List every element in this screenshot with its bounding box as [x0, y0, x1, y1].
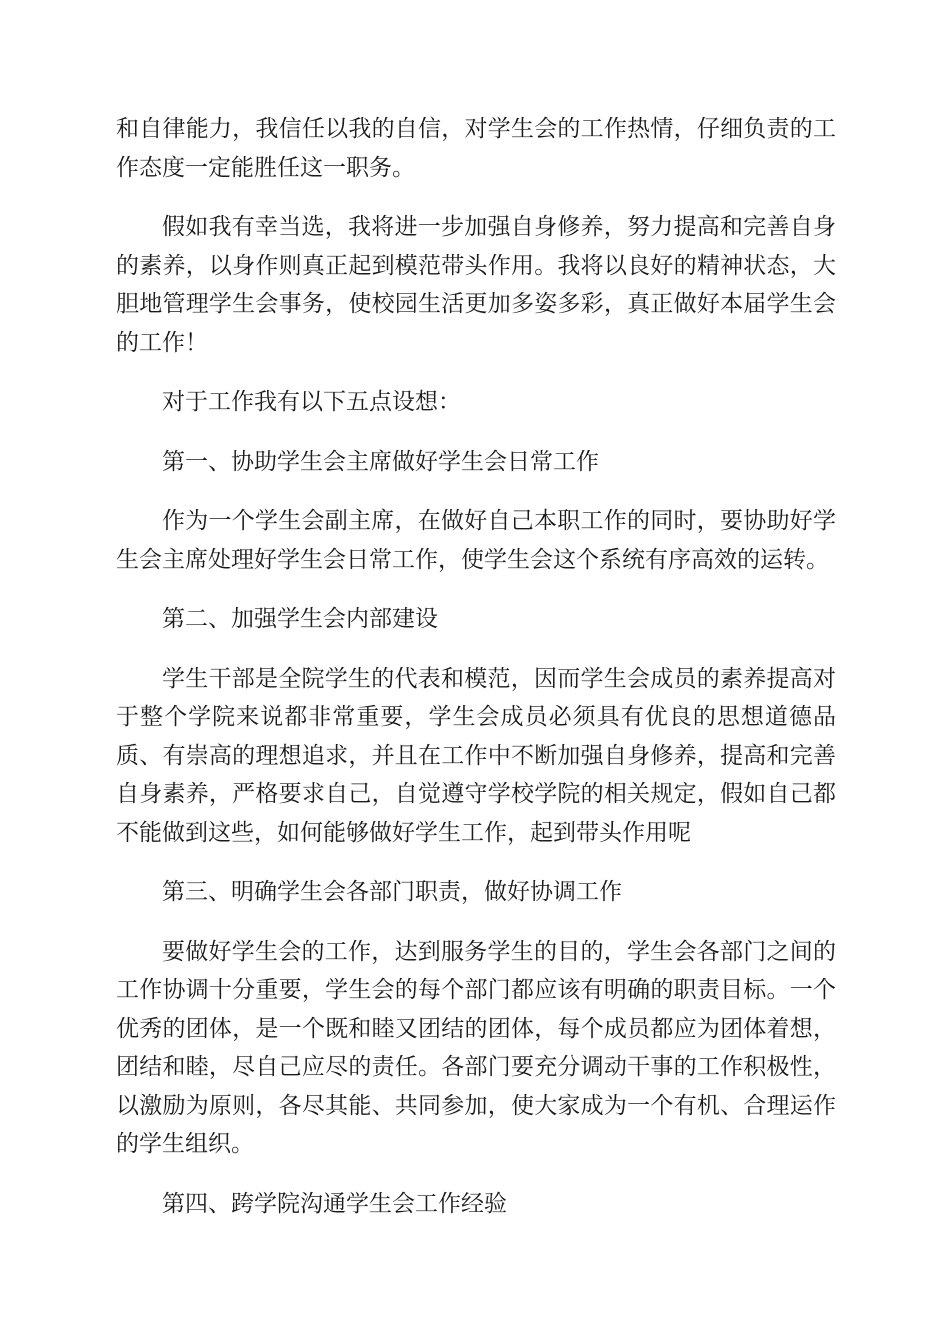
heading-point-four: 第四、跨学院沟通学生会工作经验 — [162, 1190, 507, 1217]
paragraph-plan-intro: 对于工作我有以下五点设想： — [162, 389, 461, 415]
heading-point-three: 第三、明确学生会各部门职责，做好协调工作 — [162, 879, 622, 905]
paragraph-point-two: 学生干部是全院学生的代表和模范，因而学生会成员的素养提高对于整个学院来说都非常重要，学生会成员必须具有优良的思想道德品质、有崇高的理想追求，并且在工作中不断加强自身修养，提高和完善自身素养，严格要求自己，自觉遵守学校学院的相关规定，假如自己都不能做到这些，如何能够做好学生工作，起到带头作用呢 — [116, 665, 836, 846]
paragraph-continuation: 和自律能力，我信任以我的自信，对学生会的工作热情，仔细负责的工作态度一定能胜任这一职务。 — [116, 116, 836, 181]
paragraph-point-one: 作为一个学生会副主席，在做好自己本职工作的同时，要协助好学生会主席处理好学生会日常工作，使学生会这个系统有序高效的运转。 — [116, 508, 836, 573]
paragraph-point-three: 要做好学生会的工作，达到服务学生的目的，学生会各部门之间的工作协调十分重要，学生会的每个部门都应该有明确的职责目标。一个优秀的团体，是一个既和睦又团结的团体，每个成员都应为团体着想，团结和睦，尽自己应尽的责任。各部门要充分调动干事的工作积极性，以激励为原则，各尽其能、共同参加，使大家成为一个有机、合理运作的学生组织。 — [116, 938, 836, 1157]
paragraph-election-pledge: 假如我有幸当选，我将进一步加强自身修养，努力提高和完善自身的素养，以身作则真正起到模范带头作用。我将以良好的精神状态，大胆地管理学生会事务，使校园生活更加多姿多彩，真正做好本届学生会的工作！ — [116, 214, 836, 356]
document-body — [116, 110, 836, 1244]
heading-point-one: 第一、协助学生会主席做好学生会日常工作 — [162, 448, 599, 475]
heading-point-two: 第二、加强学生会内部建设 — [162, 606, 438, 632]
